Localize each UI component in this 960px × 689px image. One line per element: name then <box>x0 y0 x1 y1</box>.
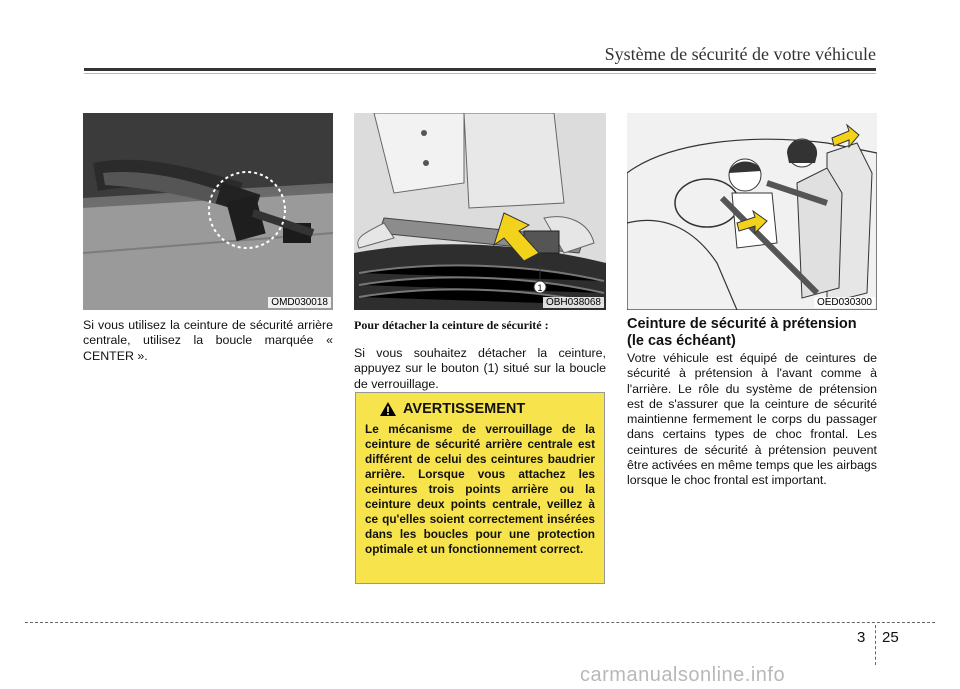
figure-release-buckle <box>354 113 606 310</box>
figure-pretensioner <box>627 113 877 310</box>
warning-header <box>379 401 595 417</box>
warning-box <box>355 392 605 584</box>
header-rule-thin <box>84 73 876 74</box>
figure-center-buckle <box>83 113 333 310</box>
col2-text: Si vous souhaitez détacher la ceinture, appuyez sur le bouton (1) situé sur la boucle de verrouillage. <box>354 346 606 391</box>
header-rule <box>84 68 876 71</box>
col3-title: Ceinture de sécurité à prétension (le cas échéant) <box>627 316 857 349</box>
watermark: carmanualsonline.info <box>580 664 786 686</box>
warning-text: Le mécanisme de verrouillage de la ceinture de sécurité arrière centrale est différent de celui des ceintures baudrier arrière. Lorsque vous attachez les ceintures trois points arrière ou la ceinture deux points centrale, veillez à ce qu'elles soient correctement insérées dans les boucles pour une protection optimale et un fonctionnement correct. <box>365 422 595 556</box>
figure-code: OED030300 <box>814 297 875 308</box>
col3-text: Votre véhicule est équipé de ceintures de sécurité à prétension à l'avant comme à l'arrière. Le rôle du système de prétension est de s'assurer que la ceinture de sécurité maintienne fermement le corps du passager dans certains types de choc frontal. Les ceintures de sécurité à prétension peuvent être activées en même temps que les airbags lorsque le choc frontal est important. <box>627 351 878 488</box>
warning-title: AVERTISSEMENT <box>403 401 526 417</box>
figure-code: OBH038068 <box>543 297 604 308</box>
col1-text: Si vous utilisez la ceinture de sécurité arrière centrale, utilisez la boucle marquée « CENTER ». <box>83 318 333 363</box>
page-number: 25 <box>882 629 899 646</box>
footer-rule <box>25 622 935 623</box>
warning-triangle-icon <box>379 401 397 417</box>
figure-code: OMD030018 <box>268 297 331 308</box>
callout-number: 1 <box>537 283 543 293</box>
header-title: Système de sécurité de votre véhicule <box>604 44 876 64</box>
chapter-number: 3 <box>857 629 866 646</box>
col2-subhead: Pour détacher la ceinture de sécurité : <box>354 318 549 332</box>
page-separator <box>875 625 876 665</box>
